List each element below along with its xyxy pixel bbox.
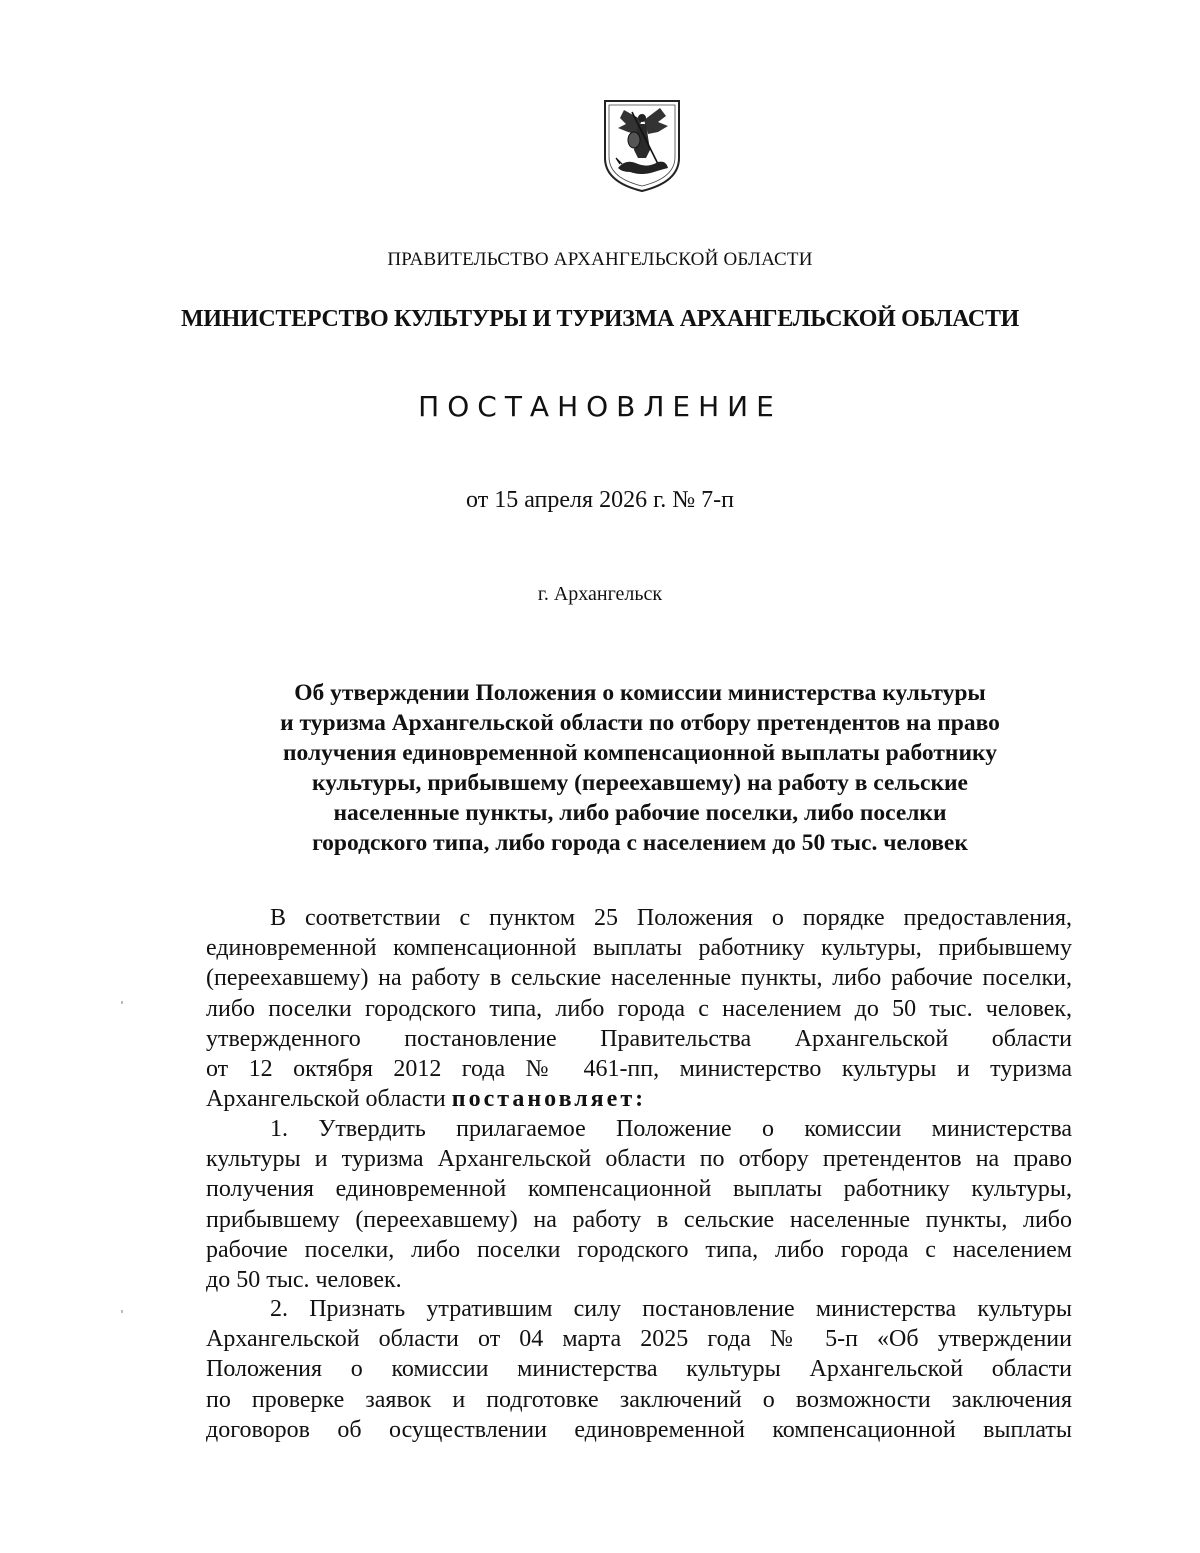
title-line: культуры, прибывшему (переехавшему) на работу в сельские — [312, 770, 968, 796]
title-line: и туризма Архангельской области по отбору претендентов на право — [280, 710, 1000, 736]
preamble-last-line-text: Архангельской области — [206, 1086, 452, 1113]
paragraph-line: получения единовременной компенсационной выплаты работнику культуры, — [206, 1176, 1072, 1203]
title-line: получения единовременной компенсационной выплаты работнику — [283, 740, 997, 766]
government-name: ПРАВИТЕЛЬСТВО АРХАНГЕЛЬСКОЙ ОБЛАСТИ — [387, 249, 813, 270]
paragraph-line: Положения о комиссии министерства культуры Архангельской области — [206, 1356, 1072, 1383]
title-line: населенные пункты, либо рабочие поселки, либо поселки — [333, 800, 947, 826]
item-1-paragraph — [206, 1114, 1072, 1295]
paragraph-line: прибывшему (переехавшему) на работу в сельские населенные пункты, либо — [206, 1206, 1072, 1233]
resolves-verb: постановляет: — [451, 1086, 647, 1113]
paragraph-line: либо поселки городского типа, либо города с населением до 50 тыс. человек, — [206, 995, 1072, 1022]
scan-speck — [121, 1001, 123, 1004]
paragraph-line: культуры и туризма Архангельской области по отбору претендентов на право — [206, 1146, 1072, 1173]
paragraph-line: от 12 октября 2012 года № 461-пп, министерство культуры и туризма — [206, 1055, 1072, 1082]
paragraph-line: (переехавшему) на работу в сельские населенные пункты, либо рабочие поселки, — [206, 965, 1072, 992]
paragraph-line: 2. Признать утратившим силу постановление министерства культуры — [270, 1296, 1072, 1322]
paragraph-line: Архангельской области от 04 марта 2025 года № 5-п «Об утверждении — [206, 1326, 1072, 1353]
document-title — [180, 678, 1100, 858]
paragraph-line: 1. Утвердить прилагаемое Положение о комиссии министерства — [270, 1116, 1072, 1142]
document-date-number: от 15 апреля 2026 г. № 7-п — [466, 487, 734, 513]
scan-speck — [121, 1310, 123, 1313]
preamble-paragraph — [206, 903, 1072, 1114]
title-line: городского типа, либо города с населением до 50 тыс. человек — [312, 830, 968, 856]
paragraph-line: рабочие поселки, либо поселки городского типа, либо города с населением — [206, 1236, 1072, 1263]
paragraph-line — [206, 1084, 1072, 1114]
paragraph-line: утвержденного постановление Правительства Архангельской области — [206, 1025, 1072, 1052]
paragraph-line: до 50 тыс. человек. — [206, 1266, 402, 1293]
title-line: Об утверждении Положения о комиссии министерства культуры — [294, 680, 986, 706]
paragraph-line: В соответствии с пунктом 25 Положения о порядке предоставления, — [270, 905, 1072, 931]
paragraph-line: единовременной компенсационной выплаты работнику культуры, прибывшему — [206, 935, 1072, 962]
item-2-paragraph — [206, 1294, 1072, 1445]
document-city: г. Архангельск — [537, 583, 663, 605]
paragraph-line: договоров об осуществлении единовременной компенсационной выплаты — [206, 1416, 1072, 1443]
coat-of-arms-icon — [602, 98, 682, 194]
paragraph-line: по проверке заявок и подготовке заключений о возможности заключения — [206, 1386, 1072, 1413]
document-type: ПОСТАНОВЛЕНИЕ — [418, 390, 782, 423]
ministry-name: МИНИСТЕРСТВО КУЛЬТУРЫ И ТУРИЗМА АРХАНГЕЛЬСКОЙ ОБЛАСТИ — [180, 306, 1020, 332]
